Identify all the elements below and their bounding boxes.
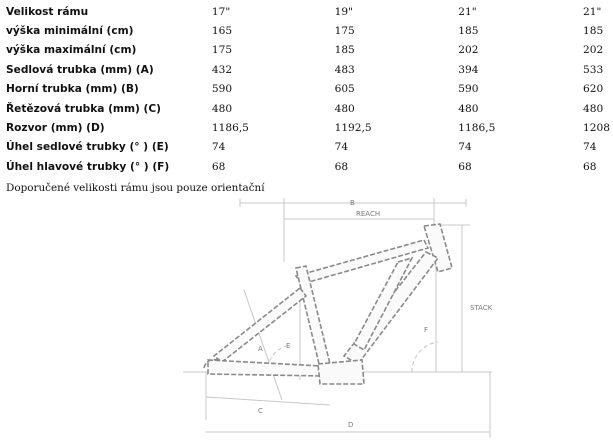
table-cell: 74 [211, 141, 226, 154]
table-cell: 185 [582, 25, 604, 38]
row-label: Velikost rámu [6, 5, 89, 18]
row-label: Úhel sedlové trubky (° ) (E) [6, 141, 169, 154]
table-cell: 480 [211, 102, 233, 115]
row-label: Horní trubka (mm) (B) [6, 83, 139, 96]
table-cell: 202 [582, 44, 604, 57]
table-cell: 394 [458, 63, 479, 76]
bottom-bracket-motor [318, 360, 364, 384]
table-cell: 74 [334, 141, 349, 154]
chain-stay [208, 360, 322, 376]
row-label: výška maximální (cm) [6, 44, 137, 57]
table-cell: 533 [582, 63, 604, 76]
table-cell: 165 [211, 25, 233, 38]
table-cell: 480 [334, 102, 355, 115]
table-cell: 19" [334, 5, 353, 18]
row-label: Úhel hlavové trubky (° ) (F) [6, 160, 170, 173]
table-cell: 21" [458, 5, 477, 18]
label-stack: STACK [470, 304, 493, 312]
label-f: F [424, 326, 429, 334]
table-cell: 605 [334, 83, 355, 96]
table-cell: 1186,5 [211, 122, 249, 135]
table-cell: 1208 [582, 122, 610, 135]
table-cell: 620 [582, 83, 604, 96]
label-d: D [348, 421, 354, 429]
table-cell: 590 [211, 83, 233, 96]
table-cell: 185 [458, 25, 479, 38]
table-cell: 17" [211, 5, 231, 18]
label-reach: REACH [356, 210, 381, 218]
size-note: Doporučené velikosti rámu jsou pouze orientační [6, 182, 265, 194]
label-a: A [258, 345, 263, 353]
table-cell: 1186,5 [458, 122, 496, 135]
row-label: Sedlová trubka (mm) (A) [6, 63, 154, 76]
table-cell: 202 [458, 44, 479, 57]
table-cell: 74 [458, 141, 472, 154]
table-cell: 483 [334, 63, 355, 76]
table-cell: 590 [458, 83, 479, 96]
table-cell: 68 [582, 160, 597, 173]
table-cell: 68 [458, 160, 472, 173]
table-cell: 1192,5 [334, 122, 372, 135]
table-cell: 185 [334, 44, 355, 57]
table-cell: 68 [211, 160, 226, 173]
row-label: Rozvor (mm) (D) [6, 122, 105, 135]
table-cell: 68 [334, 160, 349, 173]
label-b: B [350, 199, 355, 207]
table-cell: 175 [334, 25, 355, 38]
table-cell: 21" [582, 5, 602, 18]
table-cell: 480 [458, 102, 479, 115]
table-cell: 74 [582, 141, 597, 154]
label-c: C [258, 407, 263, 415]
table-cell: 175 [211, 44, 233, 57]
row-label: výška minimální (cm) [6, 25, 134, 38]
table-cell: 480 [582, 102, 604, 115]
angle-f-arc [412, 342, 438, 372]
table-cell: 432 [211, 63, 233, 76]
label-e: E [286, 342, 291, 350]
dimension-c-line [206, 397, 330, 405]
row-label: Řetězová trubka (mm) (C) [6, 102, 161, 115]
